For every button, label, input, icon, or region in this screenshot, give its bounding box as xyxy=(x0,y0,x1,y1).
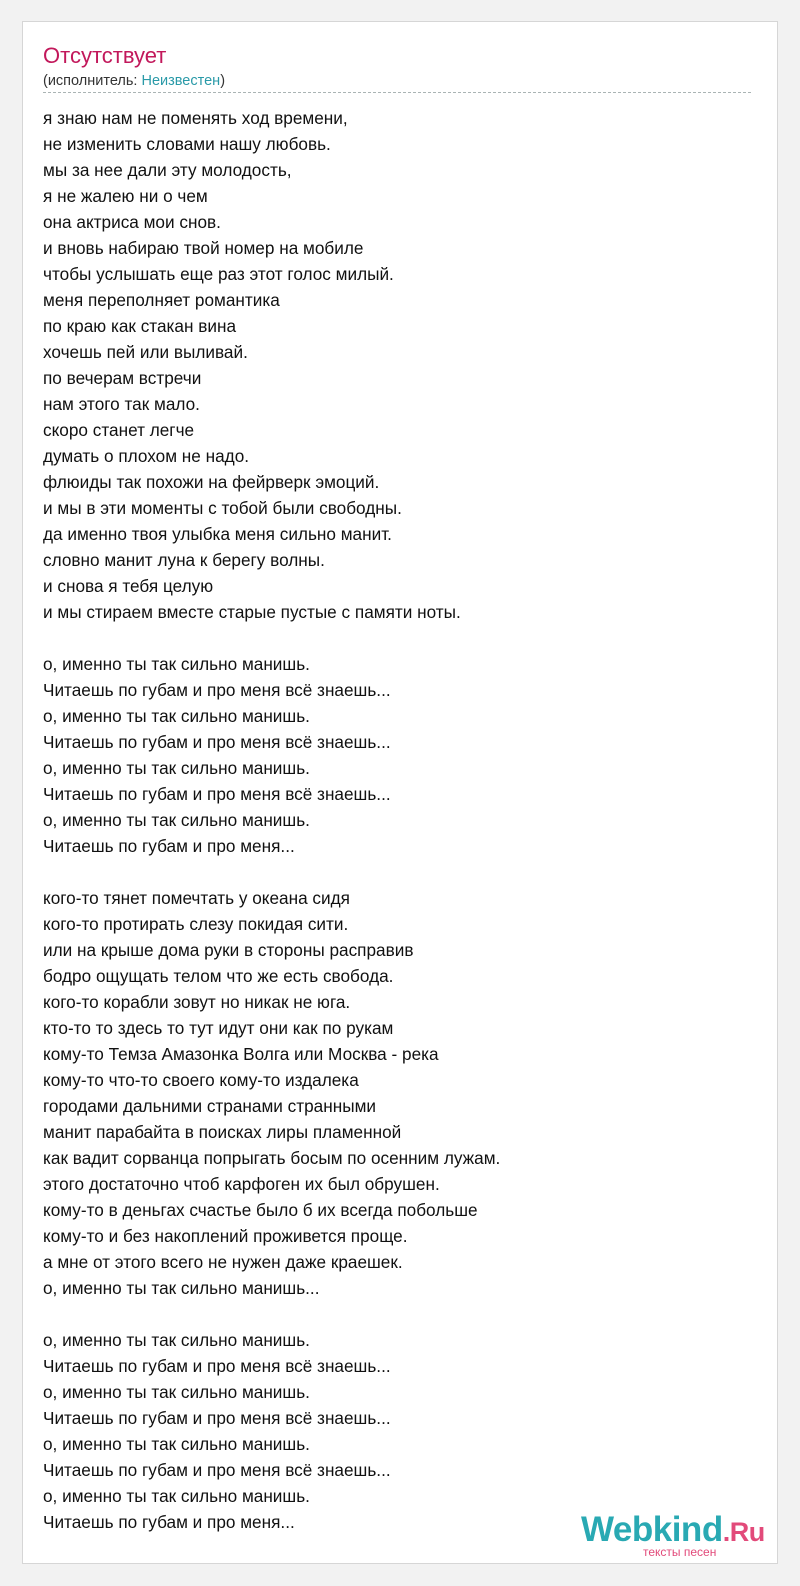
lyric-stanza xyxy=(43,1327,763,1535)
lyrics-body xyxy=(43,105,763,1561)
artist-link[interactable]: Неизвестен xyxy=(141,73,221,89)
dashed-divider xyxy=(43,92,751,93)
lyric-line: Читаешь по губам и про меня всё знаешь... xyxy=(43,680,391,700)
lyric-line: о, именно ты так сильно манишь. xyxy=(43,810,310,830)
lyric-line: да именно твоя улыбка меня сильно манит. xyxy=(43,524,392,544)
artist-line xyxy=(43,72,225,90)
lyric-line: и вновь набираю твой номер на мобиле xyxy=(43,238,364,258)
lyric-line: Читаешь по губам и про меня всё знаешь... xyxy=(43,784,391,804)
lyric-line: словно манит луна к берегу волны. xyxy=(43,550,325,570)
lyric-line: меня переполняет романтика xyxy=(43,290,280,310)
lyric-line: о, именно ты так сильно манишь. xyxy=(43,1330,310,1350)
lyric-line: о, именно ты так сильно манишь. xyxy=(43,654,310,674)
site-logo[interactable] xyxy=(581,1510,771,1568)
lyric-line: мы за нее дали эту молодость, xyxy=(43,160,292,180)
lyric-line: городами дальними странами странными xyxy=(43,1096,376,1116)
lyric-line: хочешь пей или выливай. xyxy=(43,342,248,362)
lyric-line: бодро ощущать телом что же есть свобода. xyxy=(43,966,394,986)
lyric-line: нам этого так мало. xyxy=(43,394,200,414)
lyric-line: кому-то Темза Амазонка Волга или Москва - река xyxy=(43,1044,439,1064)
lyric-stanza xyxy=(43,105,763,625)
lyric-line: о, именно ты так сильно манишь. xyxy=(43,758,310,778)
logo-main-text: Webkind xyxy=(581,1510,723,1549)
lyric-line: этого достаточно чтоб карфоген их был обрушен. xyxy=(43,1174,440,1194)
lyric-line: Читаешь по губам и про меня всё знаешь... xyxy=(43,1408,391,1428)
lyric-stanza xyxy=(43,651,763,859)
lyric-line: кого-то протирать слезу покидая сити. xyxy=(43,914,349,934)
lyric-line: Читаешь по губам и про меня всё знаешь... xyxy=(43,1356,391,1376)
lyric-line: флюиды так похожи на фейрверк эмоций. xyxy=(43,472,380,492)
lyric-line: а мне от этого всего не нужен даже краешек. xyxy=(43,1252,403,1272)
song-title: Отсутствует xyxy=(43,43,167,68)
lyric-line: кому-то в деньгах счастье было б их всегда побольше xyxy=(43,1200,478,1220)
lyric-line: и снова я тебя целую xyxy=(43,576,214,596)
lyric-line: Читаешь по губам и про меня... xyxy=(43,1512,295,1532)
lyric-line: чтобы услышать еще раз этот голос милый. xyxy=(43,264,394,284)
lyric-line: и мы стираем вместе старые пустые с памяти ноты. xyxy=(43,602,461,622)
lyric-line: кому-то и без накоплений проживется проще. xyxy=(43,1226,408,1246)
lyric-line: скоро станет легче xyxy=(43,420,195,440)
lyric-line: или на крыше дома руки в стороны расправив xyxy=(43,940,414,960)
lyric-line: кто-то то здесь то тут идут они как по рукам xyxy=(43,1018,394,1038)
lyric-line: Читаешь по губам и про меня всё знаешь... xyxy=(43,732,391,752)
lyric-line: по вечерам встречи xyxy=(43,368,202,388)
lyric-line: о, именно ты так сильно манишь. xyxy=(43,1434,310,1454)
lyric-line: о, именно ты так сильно манишь. xyxy=(43,1382,310,1402)
lyric-line: кого-то корабли зовут но никак не юга. xyxy=(43,992,351,1012)
lyric-line: Читаешь по губам и про меня всё знаешь... xyxy=(43,1460,391,1480)
lyric-stanza xyxy=(43,885,763,1301)
lyric-line: она актриса мои снов. xyxy=(43,212,221,232)
lyric-line: по краю как стакан вина xyxy=(43,316,237,336)
lyric-line: я не жалею ни о чем xyxy=(43,186,208,206)
lyric-line: и мы в эти моменты с тобой были свободны. xyxy=(43,498,402,518)
lyric-line: я знаю нам не поменять ход времени, xyxy=(43,108,348,128)
logo-tagline: тексты песен xyxy=(643,1545,717,1559)
lyrics-card xyxy=(22,21,778,1564)
logo-suffix: .Ru xyxy=(722,1517,765,1547)
lyric-line: о, именно ты так сильно манишь. xyxy=(43,706,310,726)
lyric-line: о, именно ты так сильно манишь. xyxy=(43,1486,310,1506)
lyric-line: Читаешь по губам и про меня... xyxy=(43,836,295,856)
artist-suffix: ) xyxy=(220,73,226,89)
lyric-line: не изменить словами нашу любовь. xyxy=(43,134,331,154)
lyric-line: как вадит сорванца попрыгать босым по осенним лужам. xyxy=(43,1148,501,1168)
lyric-line: думать о плохом не надо. xyxy=(43,446,250,466)
lyric-line: кого-то тянет помечтать у океана сидя xyxy=(43,888,350,908)
lyric-line: кому-то что-то своего кому-то издалека xyxy=(43,1070,359,1090)
lyric-line: манит парабайта в поисках лиры пламенной xyxy=(43,1122,402,1142)
artist-prefix: (исполнитель: xyxy=(43,73,142,89)
lyric-line: о, именно ты так сильно манишь... xyxy=(43,1278,320,1298)
